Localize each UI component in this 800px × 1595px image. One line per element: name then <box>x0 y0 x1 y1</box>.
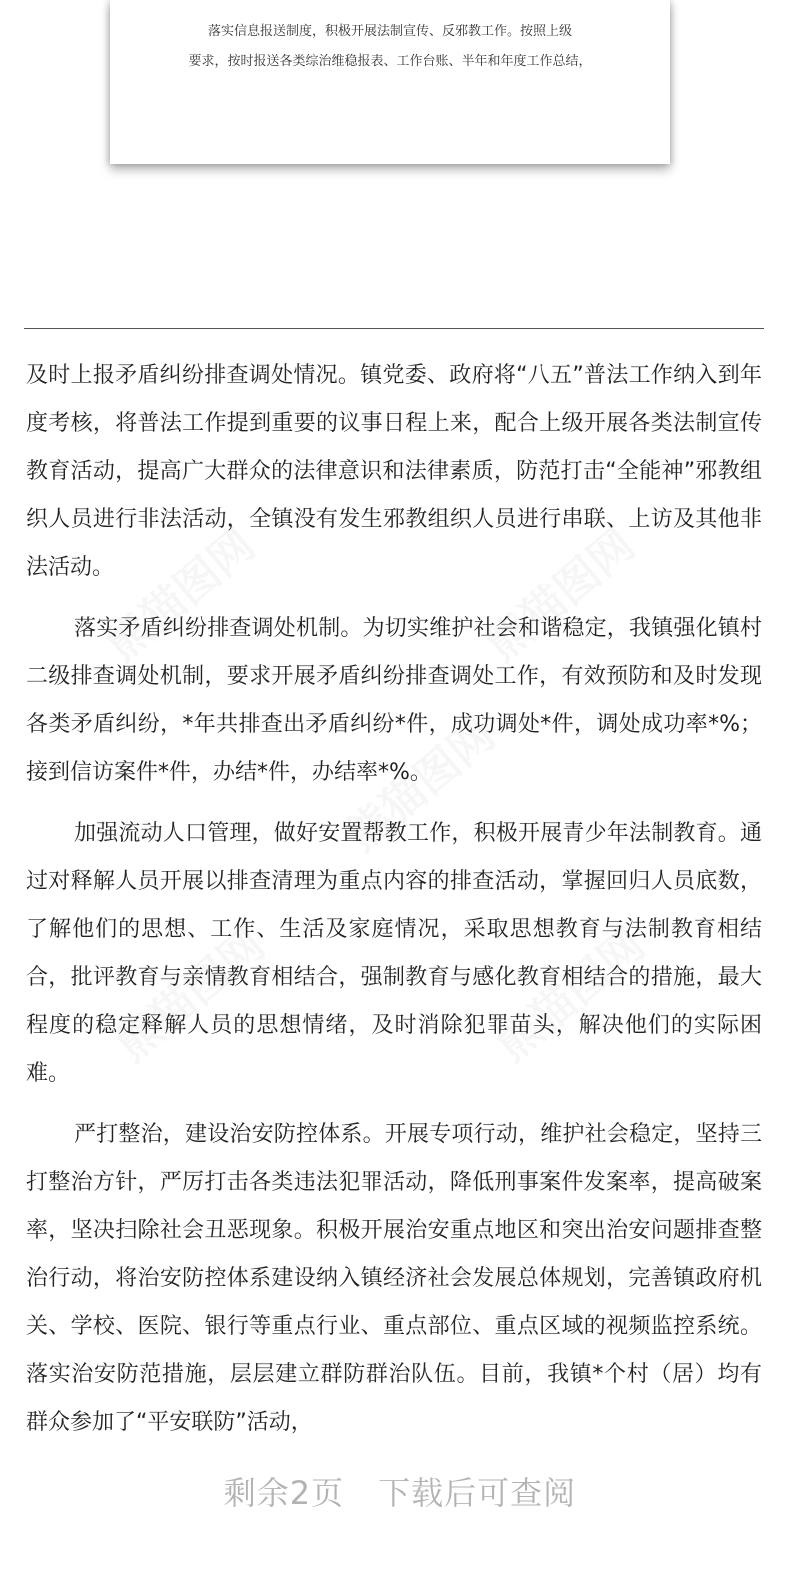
paragraph-1: 及时上报矛盾纠纷排查调处情况。镇党委、政府将“八五”普法工作纳入到年度考核，将普法工作提到重要的议事日程上来，配合上级开展各类法制宣传教育活动，提高广大群众的法律意识和法律素质，防范打击“全能神”邪教组织人员进行非法活动，全镇没有发生邪教组织人员进行串联、上访及其他非法活动。 <box>26 363 762 580</box>
paragraph-2: 落实矛盾纠纷排查调处机制。为切实维护社会和谐稳定，我镇强化镇村二级排查调处机制，要求开展矛盾纠纷排查调处工作，有效预防和及时发现各类矛盾纠纷，*年共排查出矛盾纠纷*件，成功调处*件，调处成功率*%；接到信访案件*件，办结*件，办结率*%。 <box>26 616 762 785</box>
remaining-pages-banner[interactable] <box>0 1468 800 1514</box>
paragraph-4: 严打整治，建设治安防控体系。开展专项行动，维护社会稳定，坚持三打整治方针，严厉打击各类违法犯罪活动，降低刑事案件发案率，提高破案率，坚决扫除社会丑恶现象。积极开展治安重点地区和突出治安问题排查整治行动，将治安防控体系建设纳入镇经济社会发展总体规划，完善镇政府机关、学校、医院、银行等重点行业、重点部位、重点区域的视频监控系统。落实治安防范措施，层层建立群防群治队伍。目前，我镇*个村（居）均有群众参加了“平安联防”活动， <box>26 1122 762 1435</box>
paragraph-3: 加强流动人口管理，做好安置帮教工作，积极开展青少年法制教育。通过对释解人员开展以排查清理为重点内容的排查活动，掌握回归人员底数，了解他们的思想、工作、生活及家庭情况，采取思想教育与法制教育相结合，批评教育与亲情教育相结合，强制教育与感化教育相结合的措施，最大程度的稳定释解人员的思想情绪，及时消除犯罪苗头，解决他们的实际困难。 <box>26 821 762 1086</box>
page-divider <box>24 328 764 329</box>
remaining-pages-text: 剩余2页 <box>223 1474 345 1512</box>
document-body <box>26 352 762 1447</box>
preview-line-1: 落实信息报送制度，积极开展法制宣传、反邪教工作。按照上级 <box>207 24 572 39</box>
preview-line-2: 要求，按时报送各类综治维稳报表、工作台账、半年和年度工作总结， <box>188 54 592 69</box>
previous-page-preview <box>110 0 670 164</box>
download-hint-text: 下载后可查阅 <box>378 1474 577 1512</box>
